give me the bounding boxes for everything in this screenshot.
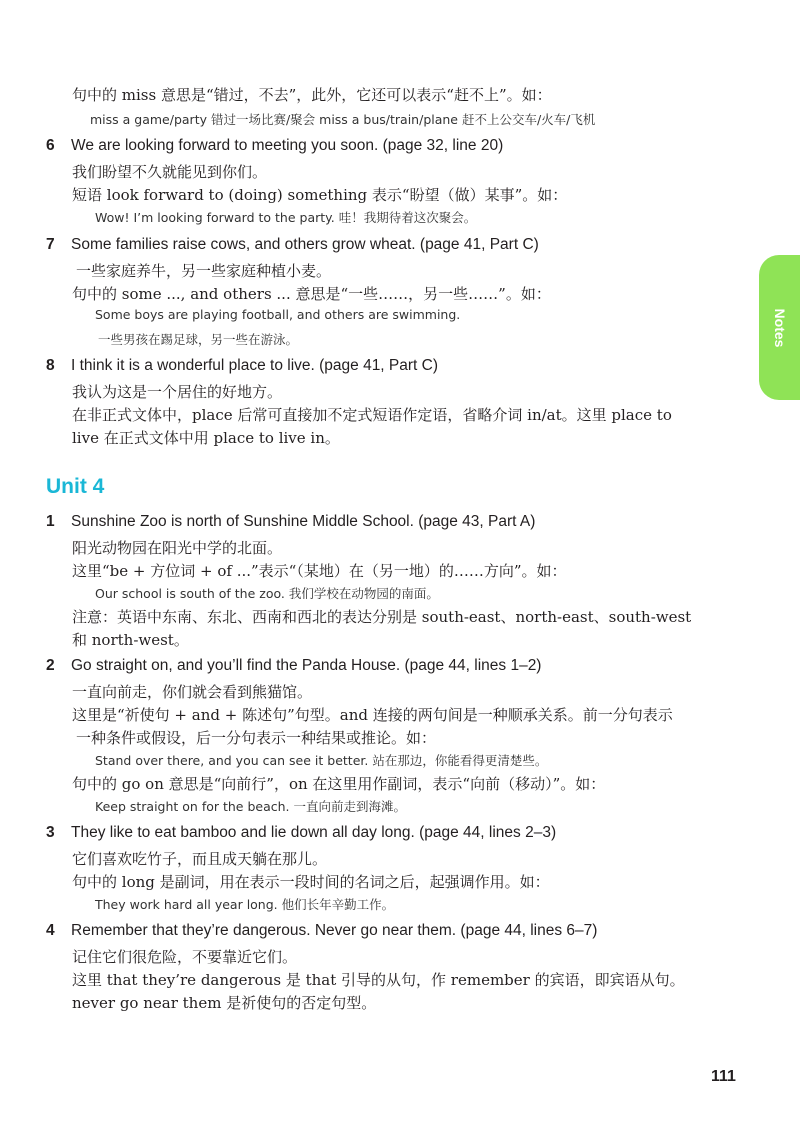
note-translation: 我们盼望不久就能见到你们。 [72, 163, 268, 181]
notes-tab-label: Notes [771, 308, 788, 347]
example-sentence: They work hard all year long. 他们长年辛勤工作。 [95, 897, 395, 912]
page-number: 111 [711, 1068, 736, 1085]
example-sentence: Our school is south of the zoo. 我们学校在动物园的南面。 [95, 586, 439, 601]
example-sentence: Some boys are playing football, and others are swimming. [95, 307, 461, 322]
note-text: 和 north-west。 [72, 631, 189, 649]
note-translation: 它们喜欢吃竹子，而且成天躺在那儿。 [72, 850, 328, 868]
note-sentence: Go straight on, and you’ll find the Panda House. (page 44, lines 1–2) [71, 657, 542, 674]
note-text: 句中的 some ..., and others ... 意思是“一些……，另一些……”。如： [72, 285, 551, 303]
example-sentence: miss a game/party 错过一场比赛/聚会 miss a bus/train/plane 赶不上公交车/火车/飞机 [90, 112, 596, 127]
note-text: 句中的 go on 意思是“向前行”，on 在这里用作副词，表示“向前（移动）”。如： [72, 775, 606, 793]
note-number: 7 [46, 236, 55, 253]
note-number: 1 [46, 513, 55, 530]
note-number: 4 [46, 922, 55, 939]
note-translation: 一些家庭养牛，另一些家庭种植小麦。 [76, 262, 332, 280]
note-translation: 我认为这是一个居住的好地方。 [72, 383, 283, 401]
note-text: 句中的 long 是副词，用在表示一段时间的名词之后，起强调作用。如： [72, 873, 550, 891]
example-sentence: Keep straight on for the beach. 一直向前走到海滩。 [95, 799, 406, 814]
note-text: 一种条件或假设，后一分句表示一种结果或推论。如： [76, 729, 437, 747]
note-number: 3 [46, 824, 55, 841]
note-number: 8 [46, 357, 55, 374]
unit-heading: Unit 4 [46, 475, 105, 498]
note-sentence: Sunshine Zoo is north of Sunshine Middle School. (page 43, Part A) [71, 513, 536, 530]
note-text: live 在正式文体中用 place to live in。 [72, 429, 340, 447]
note-text: 句中的 miss 意思是“错过，不去”，此外，它还可以表示“赶不上”。如： [72, 86, 552, 104]
note-translation: 阳光动物园在阳光中学的北面。 [72, 539, 283, 557]
note-text: 这里 that they’re dangerous 是 that 引导的从句，作 remember 的宾语，即宾语从句。 [72, 971, 685, 989]
note-number: 6 [46, 137, 55, 154]
note-sentence: We are looking forward to meeting you soon. (page 32, line 20) [71, 137, 504, 154]
note-translation: 一直向前走，你们就会看到熊猫馆。 [72, 683, 313, 701]
note-number: 2 [46, 657, 55, 674]
example-sentence: Stand over there, and you can see it better. 站在那边，你能看得更清楚些。 [95, 753, 548, 768]
note-text: 这里是“祈使句 + and + 陈述句”句型。and 连接的两句间是一种顺承关系。前一分句表示 [72, 706, 673, 724]
note-text: 短语 look forward to (doing) something 表示“盼望（做）某事”。如： [72, 186, 568, 204]
example-sentence: Wow! I’m looking forward to the party. 哇！我期待着这次聚会。 [95, 210, 477, 225]
note-text: 注意：英语中东南、东北、西南和西北的表达分别是 south-east、north-east、south-west [72, 608, 692, 626]
note-text: never go near them 是祈使句的否定句型。 [72, 994, 377, 1012]
note-text: 这里“be + 方位词 + of ...”表示“（某地）在（另一地）的……方向”。如： [72, 562, 567, 580]
example-translation: 一些男孩在踢足球，另一些在游泳。 [98, 332, 299, 347]
note-translation: 记住它们很危险，不要靠近它们。 [72, 948, 298, 966]
note-sentence: I think it is a wonderful place to live. (page 41, Part C) [71, 357, 439, 374]
notes-side-tab[interactable] [759, 255, 800, 400]
note-sentence: Remember that they’re dangerous. Never go near them. (page 44, lines 6–7) [71, 922, 598, 939]
note-text: 在非正式文体中，place 后常可直接加不定式短语作定语，省略介词 in/at。这里 place to [72, 406, 672, 424]
note-sentence: Some families raise cows, and others grow wheat. (page 41, Part C) [71, 236, 539, 253]
note-sentence: They like to eat bamboo and lie down all day long. (page 44, lines 2–3) [71, 824, 557, 841]
